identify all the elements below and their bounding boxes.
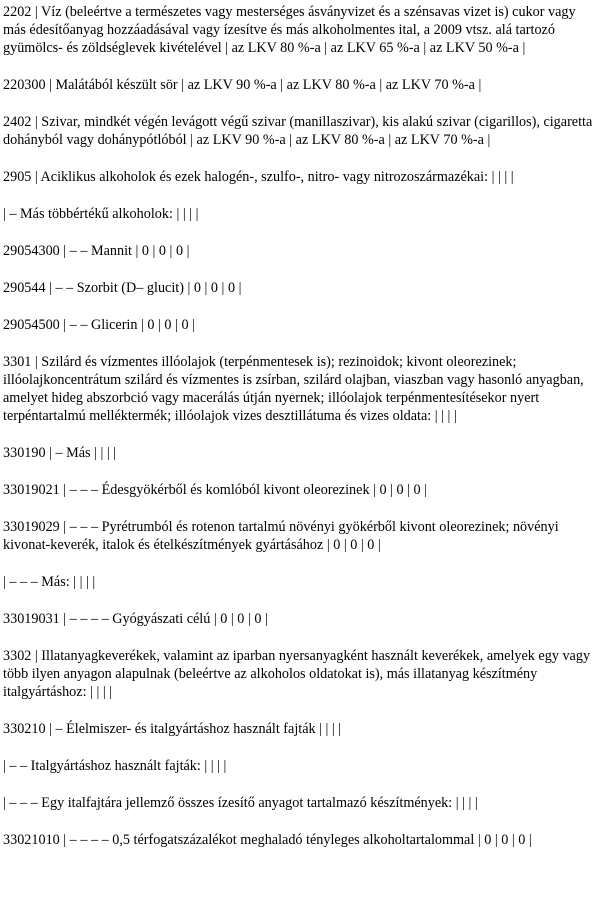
tariff-entry-33019031: 33019031 | – – – – Gyógyászati célú | 0 | 0 | 0 | xyxy=(3,611,268,627)
tariff-entry-3301: 3301 | Szilárd és vízmentes illóolajok (terpénmentesek is); rezinoidok; kivont oleorezinek; illóolajkoncentrátum szilárd és vízmentes is zsírban, szilárd olajban, viaszban vagy hasonló anyagban, amelyet hideg abszorbció vagy macerálás útján nyernek; illóolajok terpénmentesítésekor nyert terpéntartalmú melléktermék; illóolajok vizes desztillátuma és vizes oldata: | | | | xyxy=(3,354,584,424)
tariff-entry-2402: 2402 | Szivar, mindkét végén levágott végű szivar (manillaszivar), kis alakú szivar (cigarillos), cigaretta dohányból vagy dohánypótlóból | az LKV 90 %-a | az LKV 80 %-a | az LKV 70 %-a | xyxy=(3,114,593,148)
tariff-entry-flavouring-preparations: | – – – Egy italfajtára jellemző összes ízesítő anyagot tartalmazó készítmények: | | | | xyxy=(3,795,478,811)
tariff-entry-2202: 2202 | Víz (beleértve a természetes vagy mesterséges ásványvizet és a szénsavas vizet is) cukor vagy más édesítőanyag hozzáadásával vagy ízesítve és más alkoholmentes ital, a 2009 vtsz. alá tartozó gyümölcs- és zöldséglevek kivételével | az LKV 80 %-a | az LKV 65 %-a | az LKV 50 %-a | xyxy=(3,4,576,56)
tariff-entry-polyhydric-alcohols: | – Más többértékű alkoholok: | | | | xyxy=(3,206,199,222)
tariff-entry-330190: 330190 | – Más | | | | xyxy=(3,445,117,461)
tariff-entry-29054500: 29054500 | – – Glicerin | 0 | 0 | 0 | xyxy=(3,317,195,333)
tariff-entry-290544: 290544 | – – Szorbit (D– glucit) | 0 | 0 | 0 | xyxy=(3,280,242,296)
document-page xyxy=(3,3,599,868)
tariff-entry-beverage-types: | – – Italgyártáshoz használt fajták: | | | | xyxy=(3,758,227,774)
tariff-entry-330210: 330210 | – Élelmiszer- és italgyártáshoz használt fajták | | | | xyxy=(3,721,342,737)
tariff-entry-2905: 2905 | Aciklikus alkoholok és ezek halogén-, szulfo-, nitro- vagy nitrozoszármazékai: | | | | xyxy=(3,169,514,185)
tariff-entry-33019029: 33019029 | – – – Pyrétrumból és rotenon tartalmú növényi gyökérből kivont oleorezinek; növényi kivonat-keverék, italok és ételkészítmények gyártásához | 0 | 0 | 0 | xyxy=(3,519,559,553)
tariff-entry-other: | – – – Más: | | | | xyxy=(3,574,96,590)
tariff-entry-3302: 3302 | Illatanyagkeverékek, valamint az iparban nyersanyagként használt keverékek, amelyek egy vagy több ilyen anyagon alapulnak (beleértve az alkoholos oldatokat is), más illatanyag készítmény italgyártáshoz: | | | | xyxy=(3,648,591,700)
tariff-entry-29054300: 29054300 | – – Mannit | 0 | 0 | 0 | xyxy=(3,243,190,259)
tariff-entry-33021010: 33021010 | – – – – 0,5 térfogatszázalékot meghaladó tényleges alkoholtartalommal | 0 | 0 | 0 | xyxy=(3,832,532,848)
tariff-entry-220300: 220300 | Malátából készült sör | az LKV 90 %-a | az LKV 80 %-a | az LKV 70 %-a | xyxy=(3,77,482,93)
tariff-entry-33019021: 33019021 | – – – Édesgyökérből és komlóból kivont oleorezinek | 0 | 0 | 0 | xyxy=(3,482,428,498)
